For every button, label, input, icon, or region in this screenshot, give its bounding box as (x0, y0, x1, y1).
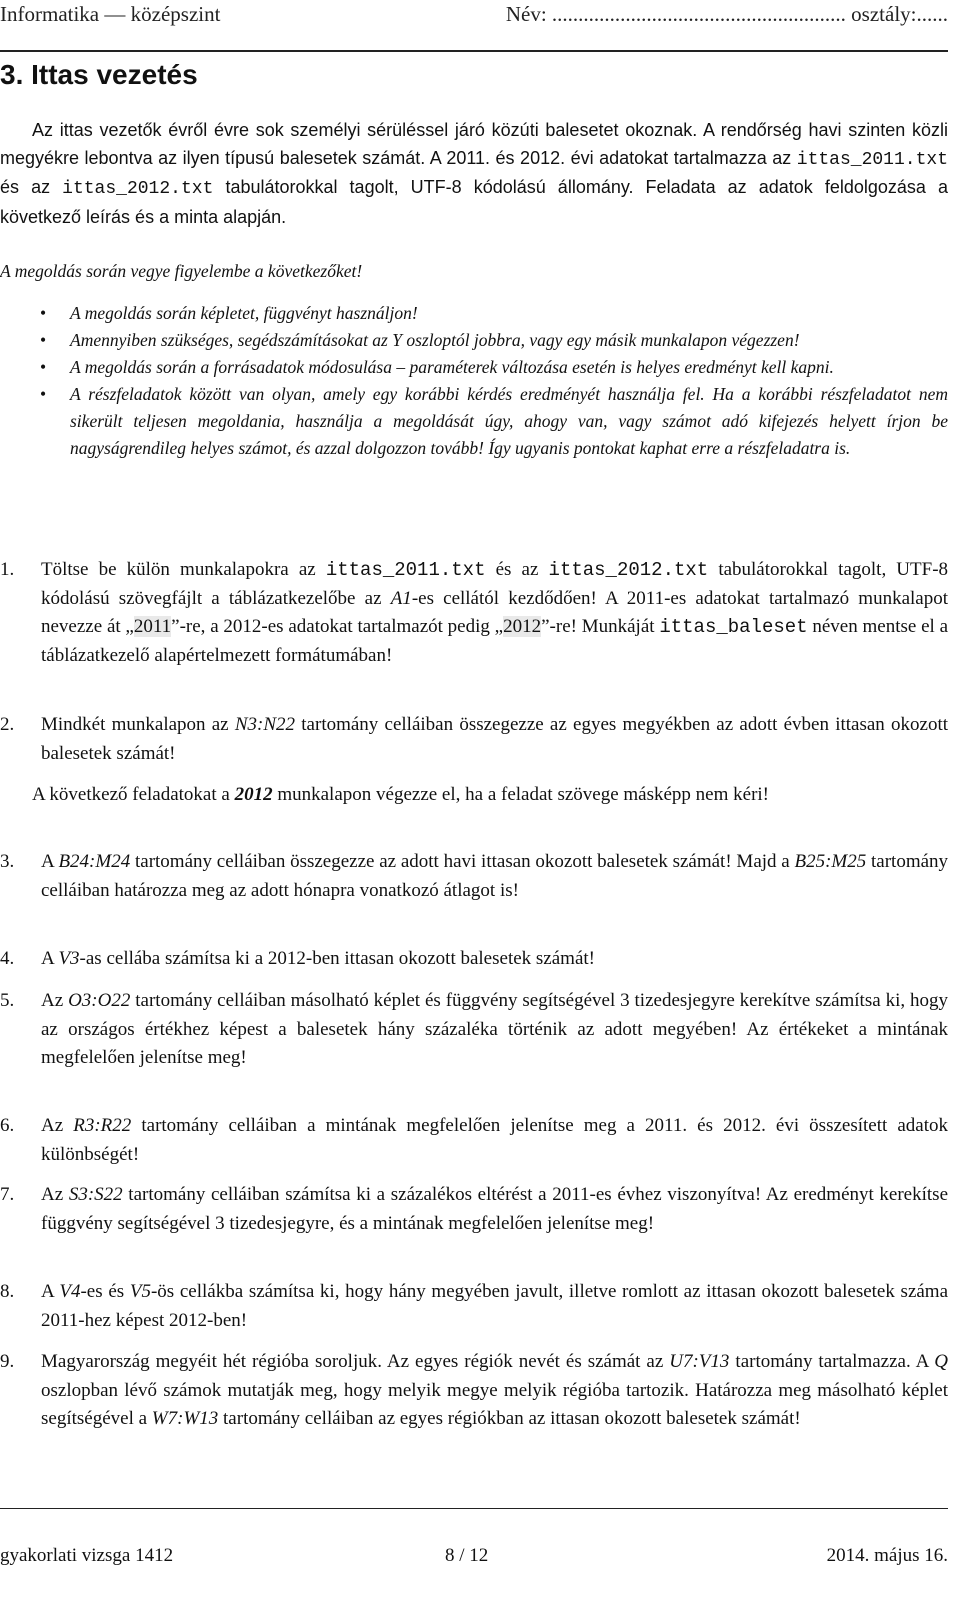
task-7 (0, 1181, 948, 1238)
text-run: -ös cellákba számítsa ki, hogy hány megyében javult, illetve romlott az ittasan okozott balesetek száma 2011-hez képest 2012-ben! (41, 1281, 949, 1331)
task-1 (0, 556, 948, 670)
task-text (41, 1278, 948, 1335)
task-text (41, 1112, 948, 1169)
note-item (40, 381, 948, 462)
text-run: és az (495, 559, 539, 580)
cell-ref: A1 (390, 587, 412, 609)
page-title: 3. Ittas vezetés (0, 59, 198, 90)
intro-text-1: Az ittas vezetők évről évre sok személyi sérüléssel járó közúti balesetet okoznak. A rendőrség havi szinten közli megyékre lebontva az ilyen típusú balesetek számát. A 2011. és 2012. évi adatokat tartalmazza az (0, 120, 948, 168)
bullet-icon: • (40, 357, 47, 377)
text-run: tartomány celláiban másolható képlet és függvény segítségével 3 tizedesjegyre kerekítve számítsa ki, hogy az országos értékhez képest a balesetek hány százaléka történik az adott megyében! Az értékeket a mintának megfelelően jelenítse meg! (41, 990, 948, 1068)
task-8 (0, 1278, 948, 1335)
text-run: tartomány celláiban összegezze az adott havi ittasan okozott balesetek számát! Majd a (134, 851, 790, 872)
bullet-icon: • (40, 303, 47, 323)
file-name: ittas_2011.txt (325, 559, 486, 581)
text-run: tabulátorokkal tagolt, UTF-8 kódolású szövegfájlt a táblázatkezelőbe az (41, 559, 949, 609)
text-run: tartomány celláiban az egyes régiókban az ittasan okozott balesetek számát! (223, 1408, 801, 1429)
text-run: Magyarország megyéit hét régióba soroljuk. Az egyes régiók nevét és számát az (41, 1351, 664, 1372)
text-run: ”-re! Munkáját (541, 616, 655, 637)
task-6 (0, 1112, 948, 1169)
task-9 (0, 1348, 948, 1434)
sheet-name: 2012 (503, 616, 542, 637)
footer-exam-id: gyakorlati vizsga 1412 (0, 1545, 174, 1566)
range-ref: R3:R22 (73, 1115, 132, 1136)
note-text: Amennyiben szükséges, segédszámításokat az Y oszloptól jobbra, vagy egy másik munkalapon végezzen! (70, 330, 800, 350)
range-ref: B25:M25 (794, 851, 867, 872)
task-text (41, 848, 948, 905)
sheet-name: 2012 (234, 784, 273, 805)
note-text: A megoldás során a forrásadatok módosulása – paraméterek változása esetén is helyes eredményt kell kapni. (70, 357, 834, 377)
file-name: ittas_2012.txt (548, 559, 709, 581)
task-text (41, 987, 948, 1073)
text-run: -as cellába számítsa ki a 2012-ben ittasan okozott balesetek számát! (79, 948, 595, 969)
header-divider (0, 50, 948, 52)
sheet-name: 2011 (133, 616, 172, 637)
text-run: A (41, 851, 54, 872)
text-run: oszlopban lévő számok mutatják meg, hogy melyik megye melyik régióba tartozik. Határozza meg másolható képlet segítségével a (41, 1379, 948, 1429)
note-text: A megoldás során képletet, függvényt használjon! (70, 303, 418, 323)
range-ref: S3:S22 (68, 1184, 123, 1205)
text-run: tartomány tartalmazza. A (735, 1351, 929, 1372)
text-run: -es cellától kezdődően! A 2011-es adatokat tartalmazó munkalapot nevezze át „ (41, 587, 949, 637)
note-text: A részfeladatok között van olyan, amely egy korábbi kérdés eredményét használja fel. Ha a korábbi részfeladatot nem sikerült teljesen megoldania, használja a megoldását úgy, ahogy van, vagy számot adó kifejezés helyett írjon be nagyságrendileg helyes számot, és azzal dolgozzon tovább! Így ugyanis pontokat kaphat erre a részfeladatra is. (70, 384, 948, 458)
task-number: 2. (0, 714, 15, 735)
task-5 (0, 987, 948, 1073)
text-run: Az (41, 1184, 64, 1205)
range-ref: B24:M24 (58, 851, 131, 872)
page-header (0, 2, 948, 30)
text-run: néven mentse el a táblázatkezelő alapértelmezett formátumában! (41, 616, 949, 666)
intro-paragraph (0, 117, 948, 231)
text-run: tartomány celláiban összegezze az egyes megyékben az adott évben ittasan okozott balesetek számát! (41, 714, 949, 764)
footer-page-number: 8 / 12 (445, 1545, 489, 1566)
task-number: 1. (0, 559, 15, 580)
task-text (41, 1181, 948, 1238)
text-run: A (41, 948, 54, 969)
task-number: 9. (0, 1351, 15, 1372)
cell-ref: V5 (129, 1281, 151, 1302)
text-run: Az (41, 990, 64, 1011)
text-run: tartomány celláiban a mintának megfelelően jelenítse meg a 2011. és 2012. évi összesített adatok különbségét! (41, 1115, 948, 1165)
task-number: 8. (0, 1281, 15, 1302)
task-number: 7. (0, 1184, 15, 1205)
intro-file-2012: ittas_2012.txt (62, 179, 214, 199)
task-text (41, 1348, 948, 1434)
text-run: tartomány celláiban számítsa ki a százalékos eltérést a 2011-es évhez viszonyítva! Az eredményt kerekítse függvény segítségével 3 tizedesjegyre, és a mintának megfelelően jelenítse meg! (41, 1184, 949, 1234)
bullet-icon: • (40, 330, 47, 350)
text-run: Töltse be külön munkalapokra az (41, 559, 316, 580)
column-ref: Q (934, 1351, 949, 1372)
text-run: tartomány celláiban határozza meg az adott hónapra vonatkozó átlagot is! (41, 851, 949, 901)
footer-date: 2014. május 16. (826, 1545, 948, 1566)
text-run: ”-re, a 2012-es adatokat tartalmazót pedig „ (171, 616, 504, 637)
intro-file-2011: ittas_2011.txt (796, 149, 948, 170)
footer-divider (0, 1508, 948, 1509)
cell-ref: V4 (59, 1281, 81, 1302)
text-run: A (41, 1281, 54, 1302)
range-ref: O3:O22 (68, 990, 131, 1011)
range-ref: N3:N22 (234, 714, 296, 735)
task-4 (0, 945, 948, 974)
notes-intro: A megoldás során vegye figyelembe a következőket! (0, 261, 363, 281)
task-number: 5. (0, 990, 15, 1011)
task-text (41, 556, 948, 670)
note-item (40, 354, 948, 381)
note-item (40, 327, 948, 354)
text-run: Az (41, 1115, 64, 1136)
text-run: A következő feladatokat a (32, 784, 230, 805)
notes-list (40, 300, 948, 462)
header-subject: Informatika — középszint (0, 2, 221, 26)
task-text (41, 711, 948, 768)
file-name: ittas_baleset (659, 616, 808, 638)
note-item (40, 300, 948, 327)
cell-ref: V3 (58, 948, 80, 969)
task-2 (0, 711, 948, 768)
intro-and: és az (0, 177, 51, 197)
range-ref: W7:W13 (151, 1408, 219, 1429)
text-run: munkalapon végezze el, ha a feladat szövege másképp nem kéri! (277, 784, 770, 805)
task-number: 4. (0, 948, 15, 969)
text-run: -es és (80, 1281, 125, 1302)
intro-text-2: tabulátorokkal tagolt, UTF-8 kódolású állomány. Feladata az adatok feldolgozása a következő leírás és a minta alapján. (0, 177, 948, 227)
header-name-class-field: Név: ........................................................ osztály:...... (505, 2, 948, 26)
text-run: Mindkét munkalapon az (41, 714, 229, 735)
task-3 (0, 848, 948, 905)
task-text (41, 945, 948, 974)
task-number: 3. (0, 851, 15, 872)
bullet-icon: • (40, 384, 47, 404)
sheet-note (0, 781, 948, 810)
task-number: 6. (0, 1115, 15, 1136)
range-ref: U7:V13 (669, 1351, 730, 1372)
